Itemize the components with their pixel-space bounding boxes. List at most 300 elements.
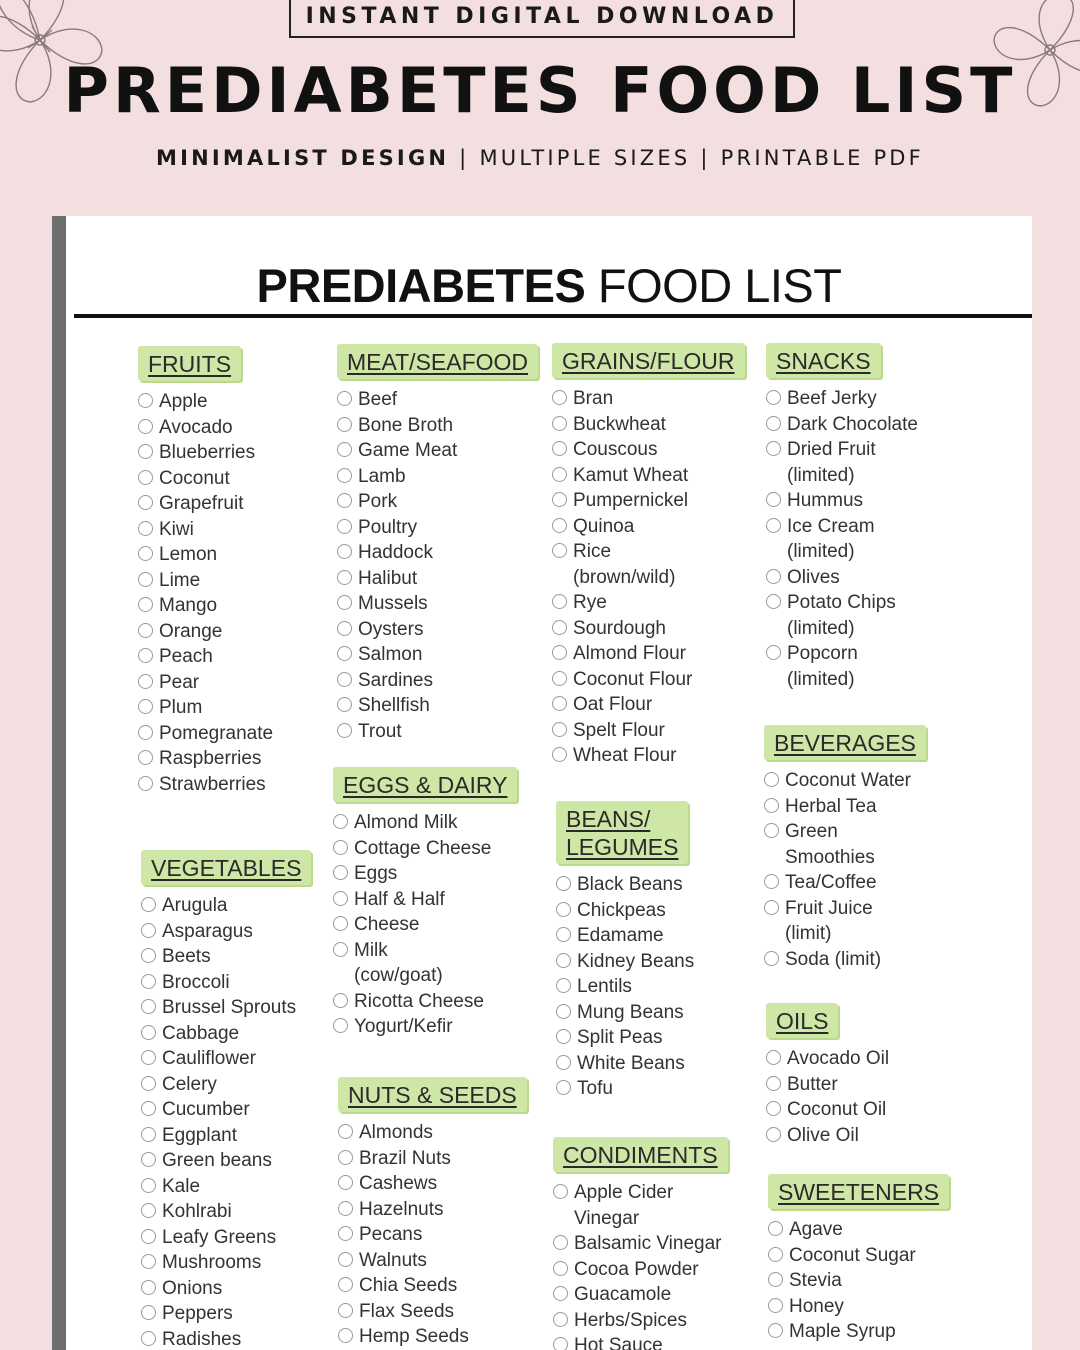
circle-checkbox-icon[interactable] bbox=[338, 1328, 353, 1343]
list-item-label: Pumpernickel bbox=[573, 490, 689, 511]
circle-checkbox-icon[interactable] bbox=[141, 1101, 156, 1116]
circle-checkbox-icon[interactable] bbox=[552, 492, 567, 507]
list-item[interactable] bbox=[552, 463, 745, 489]
circle-checkbox-icon[interactable] bbox=[337, 442, 352, 457]
circle-checkbox-icon[interactable] bbox=[138, 750, 153, 765]
circle-checkbox-icon[interactable] bbox=[337, 697, 352, 712]
list-item[interactable] bbox=[553, 1231, 728, 1257]
circle-checkbox-icon[interactable] bbox=[333, 840, 348, 855]
circle-checkbox-icon[interactable] bbox=[338, 1252, 353, 1267]
list-item[interactable] bbox=[141, 1123, 311, 1149]
circle-checkbox-icon[interactable] bbox=[338, 1124, 353, 1139]
printable-sheet bbox=[66, 216, 1032, 1350]
list-item[interactable] bbox=[766, 412, 918, 438]
circle-checkbox-icon[interactable] bbox=[556, 1055, 571, 1070]
list-item[interactable] bbox=[768, 1217, 949, 1243]
circle-checkbox-icon[interactable] bbox=[337, 544, 352, 559]
list-item[interactable] bbox=[337, 693, 538, 719]
circle-checkbox-icon[interactable] bbox=[552, 747, 567, 762]
list-item[interactable] bbox=[141, 1301, 311, 1327]
list-item[interactable] bbox=[552, 488, 745, 514]
list-item[interactable] bbox=[552, 590, 745, 616]
section-header bbox=[556, 801, 688, 864]
circle-checkbox-icon[interactable] bbox=[556, 1004, 571, 1019]
circle-checkbox-icon[interactable] bbox=[138, 572, 153, 587]
list-item-label: Broccoli bbox=[162, 971, 230, 993]
circle-checkbox-icon[interactable] bbox=[141, 1178, 156, 1193]
list-item[interactable] bbox=[138, 721, 273, 747]
circle-checkbox-icon[interactable] bbox=[552, 594, 567, 609]
list-item[interactable] bbox=[141, 1225, 311, 1251]
circle-checkbox-icon[interactable] bbox=[766, 518, 781, 533]
circle-checkbox-icon[interactable] bbox=[766, 1076, 781, 1091]
circle-checkbox-icon[interactable] bbox=[138, 776, 153, 791]
list-item[interactable] bbox=[552, 386, 745, 412]
list-item[interactable] bbox=[333, 836, 517, 862]
circle-checkbox-icon[interactable] bbox=[766, 594, 781, 609]
circle-checkbox-icon[interactable] bbox=[552, 620, 567, 635]
circle-checkbox-icon[interactable] bbox=[333, 814, 348, 829]
circle-checkbox-icon[interactable] bbox=[766, 1101, 781, 1116]
list-item-label: Herbs/Spices bbox=[574, 1309, 687, 1331]
circle-checkbox-icon[interactable] bbox=[141, 1331, 156, 1346]
list-item[interactable] bbox=[552, 412, 745, 438]
circle-checkbox-icon[interactable] bbox=[141, 1152, 156, 1167]
circle-checkbox-icon[interactable] bbox=[338, 1226, 353, 1241]
list-item[interactable] bbox=[141, 1327, 311, 1350]
circle-checkbox-icon[interactable] bbox=[138, 597, 153, 612]
list-item[interactable] bbox=[552, 692, 745, 718]
circle-checkbox-icon[interactable] bbox=[141, 1305, 156, 1320]
section-header-line: BEANS/ bbox=[566, 806, 651, 832]
list-item[interactable] bbox=[141, 1276, 311, 1302]
list-item[interactable] bbox=[337, 719, 538, 745]
list-item-label: Coconut Oil bbox=[787, 1099, 887, 1120]
circle-checkbox-icon[interactable] bbox=[764, 823, 779, 838]
circle-checkbox-icon[interactable] bbox=[141, 948, 156, 963]
circle-checkbox-icon[interactable] bbox=[141, 1203, 156, 1218]
subtitle bbox=[0, 146, 1080, 170]
list-item-label: Radishes bbox=[162, 1328, 242, 1350]
list-item-label: Oysters bbox=[358, 618, 424, 640]
checklist bbox=[138, 389, 273, 797]
circle-checkbox-icon[interactable] bbox=[552, 441, 567, 456]
list-item-label: Couscous bbox=[573, 439, 658, 460]
circle-checkbox-icon[interactable] bbox=[766, 1050, 781, 1065]
circle-checkbox-icon[interactable] bbox=[552, 696, 567, 711]
circle-checkbox-icon[interactable] bbox=[552, 722, 567, 737]
list-item-label: Beef bbox=[358, 389, 398, 410]
list-item[interactable] bbox=[333, 989, 517, 1015]
circle-checkbox-icon[interactable] bbox=[556, 1029, 571, 1044]
list-item-label: Plum bbox=[159, 697, 203, 718]
circle-checkbox-icon[interactable] bbox=[766, 1127, 781, 1142]
list-item[interactable] bbox=[333, 1014, 517, 1040]
circle-checkbox-icon[interactable] bbox=[764, 874, 779, 889]
circle-checkbox-icon[interactable] bbox=[141, 1254, 156, 1269]
section-grains-flour bbox=[552, 343, 745, 769]
list-item-label: Coconut bbox=[159, 467, 230, 489]
circle-checkbox-icon[interactable] bbox=[556, 978, 571, 993]
section-header-line: CONDIMENTS bbox=[563, 1142, 718, 1168]
circle-checkbox-icon[interactable] bbox=[138, 393, 153, 408]
list-item[interactable] bbox=[138, 644, 273, 670]
circle-checkbox-icon[interactable] bbox=[337, 468, 352, 483]
list-item[interactable] bbox=[337, 617, 538, 643]
section-beverages bbox=[764, 725, 926, 972]
circle-checkbox-icon[interactable] bbox=[337, 493, 352, 508]
list-item-label: Eggs bbox=[354, 863, 398, 884]
circle-checkbox-icon[interactable] bbox=[552, 543, 567, 558]
circle-checkbox-icon[interactable] bbox=[138, 495, 153, 510]
list-item-label: Salmon bbox=[358, 644, 423, 665]
circle-checkbox-icon[interactable] bbox=[553, 1235, 568, 1250]
section-header bbox=[138, 346, 241, 381]
circle-checkbox-icon[interactable] bbox=[768, 1247, 783, 1262]
list-item[interactable] bbox=[141, 1072, 311, 1098]
section-header bbox=[338, 1077, 527, 1112]
list-item[interactable] bbox=[333, 938, 517, 989]
circle-checkbox-icon[interactable] bbox=[766, 416, 781, 431]
list-item[interactable] bbox=[337, 642, 538, 668]
list-item[interactable] bbox=[337, 515, 538, 541]
list-item[interactable] bbox=[337, 464, 538, 490]
circle-checkbox-icon[interactable] bbox=[333, 1018, 348, 1033]
list-item[interactable] bbox=[556, 974, 694, 1000]
circle-checkbox-icon[interactable] bbox=[138, 419, 153, 434]
list-item[interactable] bbox=[338, 1273, 527, 1299]
circle-checkbox-icon[interactable] bbox=[553, 1337, 568, 1350]
circle-checkbox-icon[interactable] bbox=[338, 1150, 353, 1165]
list-item-label: Herbal Tea bbox=[785, 795, 877, 817]
list-item[interactable] bbox=[553, 1308, 728, 1334]
list-item[interactable] bbox=[338, 1197, 527, 1223]
list-item[interactable] bbox=[337, 387, 538, 413]
circle-checkbox-icon[interactable] bbox=[141, 1280, 156, 1295]
circle-checkbox-icon[interactable] bbox=[138, 546, 153, 561]
list-item[interactable] bbox=[556, 872, 694, 898]
section-header-line: EGGS & DAIRY bbox=[343, 772, 508, 798]
circle-checkbox-icon[interactable] bbox=[337, 672, 352, 687]
circle-checkbox-icon[interactable] bbox=[337, 595, 352, 610]
circle-checkbox-icon[interactable] bbox=[338, 1277, 353, 1292]
circle-checkbox-icon[interactable] bbox=[552, 645, 567, 660]
list-item-label: Pomegranate bbox=[159, 722, 274, 744]
list-item-label: Hemp Seeds bbox=[359, 1326, 469, 1347]
list-item-label: Apple bbox=[159, 391, 208, 412]
list-item[interactable] bbox=[556, 1025, 694, 1051]
list-item[interactable] bbox=[138, 440, 273, 466]
list-item[interactable] bbox=[337, 413, 538, 439]
list-item[interactable] bbox=[141, 1250, 311, 1276]
list-item[interactable] bbox=[337, 591, 538, 617]
circle-checkbox-icon[interactable] bbox=[337, 417, 352, 432]
circle-checkbox-icon[interactable] bbox=[138, 521, 153, 536]
list-item[interactable] bbox=[552, 718, 745, 744]
circle-checkbox-icon[interactable] bbox=[333, 865, 348, 880]
list-item[interactable] bbox=[337, 540, 538, 566]
list-item[interactable] bbox=[138, 517, 273, 543]
section-header bbox=[333, 767, 517, 802]
circle-checkbox-icon[interactable] bbox=[556, 902, 571, 917]
list-item[interactable] bbox=[141, 1021, 311, 1047]
list-item[interactable] bbox=[337, 438, 538, 464]
circle-checkbox-icon[interactable] bbox=[141, 974, 156, 989]
list-item[interactable] bbox=[768, 1294, 949, 1320]
list-item[interactable] bbox=[338, 1299, 527, 1325]
list-item[interactable] bbox=[141, 1199, 311, 1225]
list-item[interactable] bbox=[141, 995, 311, 1021]
circle-checkbox-icon[interactable] bbox=[138, 623, 153, 638]
list-item-label: Trout bbox=[358, 720, 402, 742]
list-item[interactable] bbox=[766, 641, 918, 692]
list-item[interactable] bbox=[141, 1097, 311, 1123]
circle-checkbox-icon[interactable] bbox=[338, 1303, 353, 1318]
checklist bbox=[338, 1120, 527, 1350]
circle-checkbox-icon[interactable] bbox=[337, 391, 352, 406]
circle-checkbox-icon[interactable] bbox=[141, 999, 156, 1014]
list-item[interactable] bbox=[138, 772, 273, 798]
list-item-label: Cottage Cheese bbox=[354, 837, 492, 859]
list-item[interactable] bbox=[766, 386, 918, 412]
list-item[interactable] bbox=[552, 641, 745, 667]
list-item-label: Cashews bbox=[359, 1173, 438, 1194]
circle-checkbox-icon[interactable] bbox=[337, 519, 352, 534]
list-item[interactable] bbox=[333, 861, 517, 887]
circle-checkbox-icon[interactable] bbox=[552, 467, 567, 482]
list-item[interactable] bbox=[768, 1268, 949, 1294]
list-item[interactable] bbox=[141, 1148, 311, 1174]
circle-checkbox-icon[interactable] bbox=[552, 390, 567, 405]
circle-checkbox-icon[interactable] bbox=[337, 723, 352, 738]
list-item[interactable] bbox=[556, 949, 694, 975]
circle-checkbox-icon[interactable] bbox=[333, 942, 348, 957]
list-item[interactable] bbox=[141, 1046, 311, 1072]
list-item[interactable] bbox=[766, 1072, 889, 1098]
list-item[interactable] bbox=[552, 514, 745, 540]
list-item-label: Pecans bbox=[359, 1224, 423, 1245]
circle-checkbox-icon[interactable] bbox=[768, 1272, 783, 1287]
list-item[interactable] bbox=[766, 565, 918, 591]
circle-checkbox-icon[interactable] bbox=[768, 1298, 783, 1313]
list-item[interactable] bbox=[338, 1222, 527, 1248]
circle-checkbox-icon[interactable] bbox=[766, 569, 781, 584]
list-item[interactable] bbox=[141, 944, 311, 970]
list-item[interactable] bbox=[766, 1046, 889, 1072]
circle-checkbox-icon[interactable] bbox=[556, 953, 571, 968]
circle-checkbox-icon[interactable] bbox=[766, 441, 781, 456]
list-item[interactable] bbox=[764, 947, 926, 973]
list-item[interactable] bbox=[338, 1324, 527, 1350]
list-item[interactable] bbox=[552, 539, 745, 590]
list-item-label: Blueberries bbox=[159, 442, 256, 463]
circle-checkbox-icon[interactable] bbox=[764, 900, 779, 915]
list-item[interactable] bbox=[766, 437, 918, 488]
section-oils bbox=[766, 1003, 889, 1148]
list-item[interactable] bbox=[141, 893, 311, 919]
list-item-label: Coconut Flour bbox=[573, 668, 693, 690]
circle-checkbox-icon[interactable] bbox=[553, 1286, 568, 1301]
circle-checkbox-icon[interactable] bbox=[764, 798, 779, 813]
circle-checkbox-icon[interactable] bbox=[337, 621, 352, 636]
list-item[interactable] bbox=[337, 668, 538, 694]
list-item[interactable] bbox=[338, 1171, 527, 1197]
list-item[interactable] bbox=[556, 898, 694, 924]
list-item-label: Potato Chips (limited) bbox=[787, 592, 896, 639]
list-item[interactable] bbox=[556, 1076, 694, 1102]
section-header-line: VEGETABLES bbox=[151, 855, 302, 881]
list-item[interactable] bbox=[553, 1180, 728, 1231]
list-item[interactable] bbox=[764, 896, 926, 947]
list-item[interactable] bbox=[766, 1123, 889, 1149]
circle-checkbox-icon[interactable] bbox=[338, 1175, 353, 1190]
list-item[interactable] bbox=[766, 488, 918, 514]
circle-checkbox-icon[interactable] bbox=[768, 1221, 783, 1236]
list-item[interactable] bbox=[764, 794, 926, 820]
list-item[interactable] bbox=[764, 870, 926, 896]
list-item[interactable] bbox=[556, 923, 694, 949]
list-item[interactable] bbox=[333, 810, 517, 836]
circle-checkbox-icon[interactable] bbox=[338, 1201, 353, 1216]
list-item[interactable] bbox=[337, 489, 538, 515]
list-item-label: Black Beans bbox=[577, 874, 683, 895]
title-divider bbox=[74, 314, 1032, 318]
list-item-label: Eggplant bbox=[162, 1124, 238, 1146]
list-item-label: Ice Cream (limited) bbox=[787, 515, 875, 562]
list-item[interactable] bbox=[141, 1174, 311, 1200]
circle-checkbox-icon[interactable] bbox=[552, 518, 567, 533]
list-item[interactable] bbox=[138, 415, 273, 441]
list-item[interactable] bbox=[764, 819, 926, 870]
section-snacks bbox=[766, 343, 918, 692]
subtitle-separator: | bbox=[700, 146, 711, 170]
circle-checkbox-icon[interactable] bbox=[141, 1127, 156, 1142]
circle-checkbox-icon[interactable] bbox=[141, 923, 156, 938]
list-item-label: Hummus bbox=[787, 490, 864, 511]
circle-checkbox-icon[interactable] bbox=[141, 1025, 156, 1040]
list-item-label: Rice (brown/wild) bbox=[573, 541, 676, 588]
list-item[interactable] bbox=[338, 1248, 527, 1274]
circle-checkbox-icon[interactable] bbox=[766, 492, 781, 507]
list-item[interactable] bbox=[337, 566, 538, 592]
list-item-label: Butter bbox=[787, 1073, 838, 1095]
list-item-label: Green Smoothies bbox=[785, 821, 875, 868]
list-item-label: Peppers bbox=[162, 1303, 233, 1324]
circle-checkbox-icon[interactable] bbox=[333, 916, 348, 931]
circle-checkbox-icon[interactable] bbox=[141, 1076, 156, 1091]
section-header-line: LEGUMES bbox=[566, 834, 679, 860]
list-item-label: Spelt Flour bbox=[573, 719, 665, 741]
list-item[interactable] bbox=[138, 670, 273, 696]
list-item[interactable] bbox=[138, 593, 273, 619]
checklist bbox=[333, 810, 517, 1040]
list-item[interactable] bbox=[141, 919, 311, 945]
list-item-label: Hazelnuts bbox=[359, 1198, 444, 1220]
list-item[interactable] bbox=[768, 1243, 949, 1269]
list-item[interactable] bbox=[138, 389, 273, 415]
list-item[interactable] bbox=[138, 491, 273, 517]
circle-checkbox-icon[interactable] bbox=[768, 1323, 783, 1338]
circle-checkbox-icon[interactable] bbox=[138, 674, 153, 689]
circle-checkbox-icon[interactable] bbox=[553, 1184, 568, 1199]
circle-checkbox-icon[interactable] bbox=[141, 1229, 156, 1244]
list-item[interactable] bbox=[333, 887, 517, 913]
list-item-label: Honey bbox=[789, 1295, 844, 1317]
list-item-label: Almonds bbox=[359, 1122, 433, 1143]
list-item[interactable] bbox=[333, 912, 517, 938]
list-item[interactable] bbox=[552, 437, 745, 463]
circle-checkbox-icon[interactable] bbox=[553, 1312, 568, 1327]
list-item[interactable] bbox=[138, 466, 273, 492]
list-item[interactable] bbox=[138, 542, 273, 568]
circle-checkbox-icon[interactable] bbox=[764, 951, 779, 966]
list-item[interactable] bbox=[553, 1257, 728, 1283]
list-item[interactable] bbox=[338, 1146, 527, 1172]
list-item[interactable] bbox=[552, 667, 745, 693]
circle-checkbox-icon[interactable] bbox=[553, 1261, 568, 1276]
circle-checkbox-icon[interactable] bbox=[333, 891, 348, 906]
circle-checkbox-icon[interactable] bbox=[764, 772, 779, 787]
list-item-label: Chia Seeds bbox=[359, 1275, 458, 1296]
list-item[interactable] bbox=[556, 1051, 694, 1077]
circle-checkbox-icon[interactable] bbox=[138, 444, 153, 459]
list-item[interactable] bbox=[766, 1097, 889, 1123]
list-item-label: Lentils bbox=[577, 976, 632, 997]
circle-checkbox-icon[interactable] bbox=[766, 390, 781, 405]
list-item[interactable] bbox=[764, 768, 926, 794]
list-item-label: Haddock bbox=[358, 542, 433, 563]
circle-checkbox-icon[interactable] bbox=[141, 897, 156, 912]
list-item[interactable] bbox=[768, 1319, 949, 1345]
circle-checkbox-icon[interactable] bbox=[556, 1080, 571, 1095]
list-item-label: Mango bbox=[159, 595, 218, 616]
list-item[interactable] bbox=[552, 616, 745, 642]
list-item[interactable] bbox=[138, 695, 273, 721]
list-item[interactable] bbox=[766, 590, 918, 641]
circle-checkbox-icon[interactable] bbox=[141, 1050, 156, 1065]
circle-checkbox-icon[interactable] bbox=[552, 671, 567, 686]
list-item[interactable] bbox=[338, 1120, 527, 1146]
circle-checkbox-icon[interactable] bbox=[138, 699, 153, 714]
section-header-line: OILS bbox=[776, 1008, 829, 1034]
list-item[interactable] bbox=[553, 1333, 728, 1350]
list-item[interactable] bbox=[766, 514, 918, 565]
circle-checkbox-icon[interactable] bbox=[337, 570, 352, 585]
circle-checkbox-icon[interactable] bbox=[138, 725, 153, 740]
list-item[interactable] bbox=[552, 743, 745, 769]
circle-checkbox-icon[interactable] bbox=[138, 470, 153, 485]
circle-checkbox-icon[interactable] bbox=[556, 927, 571, 942]
list-item[interactable] bbox=[138, 568, 273, 594]
list-item[interactable] bbox=[556, 1000, 694, 1026]
list-item-label: Lemon bbox=[159, 544, 218, 565]
subtitle-minimalist: MINIMALIST DESIGN bbox=[156, 146, 450, 170]
circle-checkbox-icon[interactable] bbox=[337, 646, 352, 661]
circle-checkbox-icon[interactable] bbox=[552, 416, 567, 431]
section-beans-legumes bbox=[556, 801, 694, 1102]
list-item[interactable] bbox=[138, 746, 273, 772]
circle-checkbox-icon[interactable] bbox=[556, 876, 571, 891]
list-item[interactable] bbox=[553, 1282, 728, 1308]
list-item-label: Bone Broth bbox=[358, 414, 454, 436]
list-item[interactable] bbox=[138, 619, 273, 645]
list-item-label: Lamb bbox=[358, 465, 406, 487]
circle-checkbox-icon[interactable] bbox=[766, 645, 781, 660]
list-item-label: Cheese bbox=[354, 914, 420, 935]
circle-checkbox-icon[interactable] bbox=[138, 648, 153, 663]
circle-checkbox-icon[interactable] bbox=[333, 993, 348, 1008]
list-item[interactable] bbox=[141, 970, 311, 996]
